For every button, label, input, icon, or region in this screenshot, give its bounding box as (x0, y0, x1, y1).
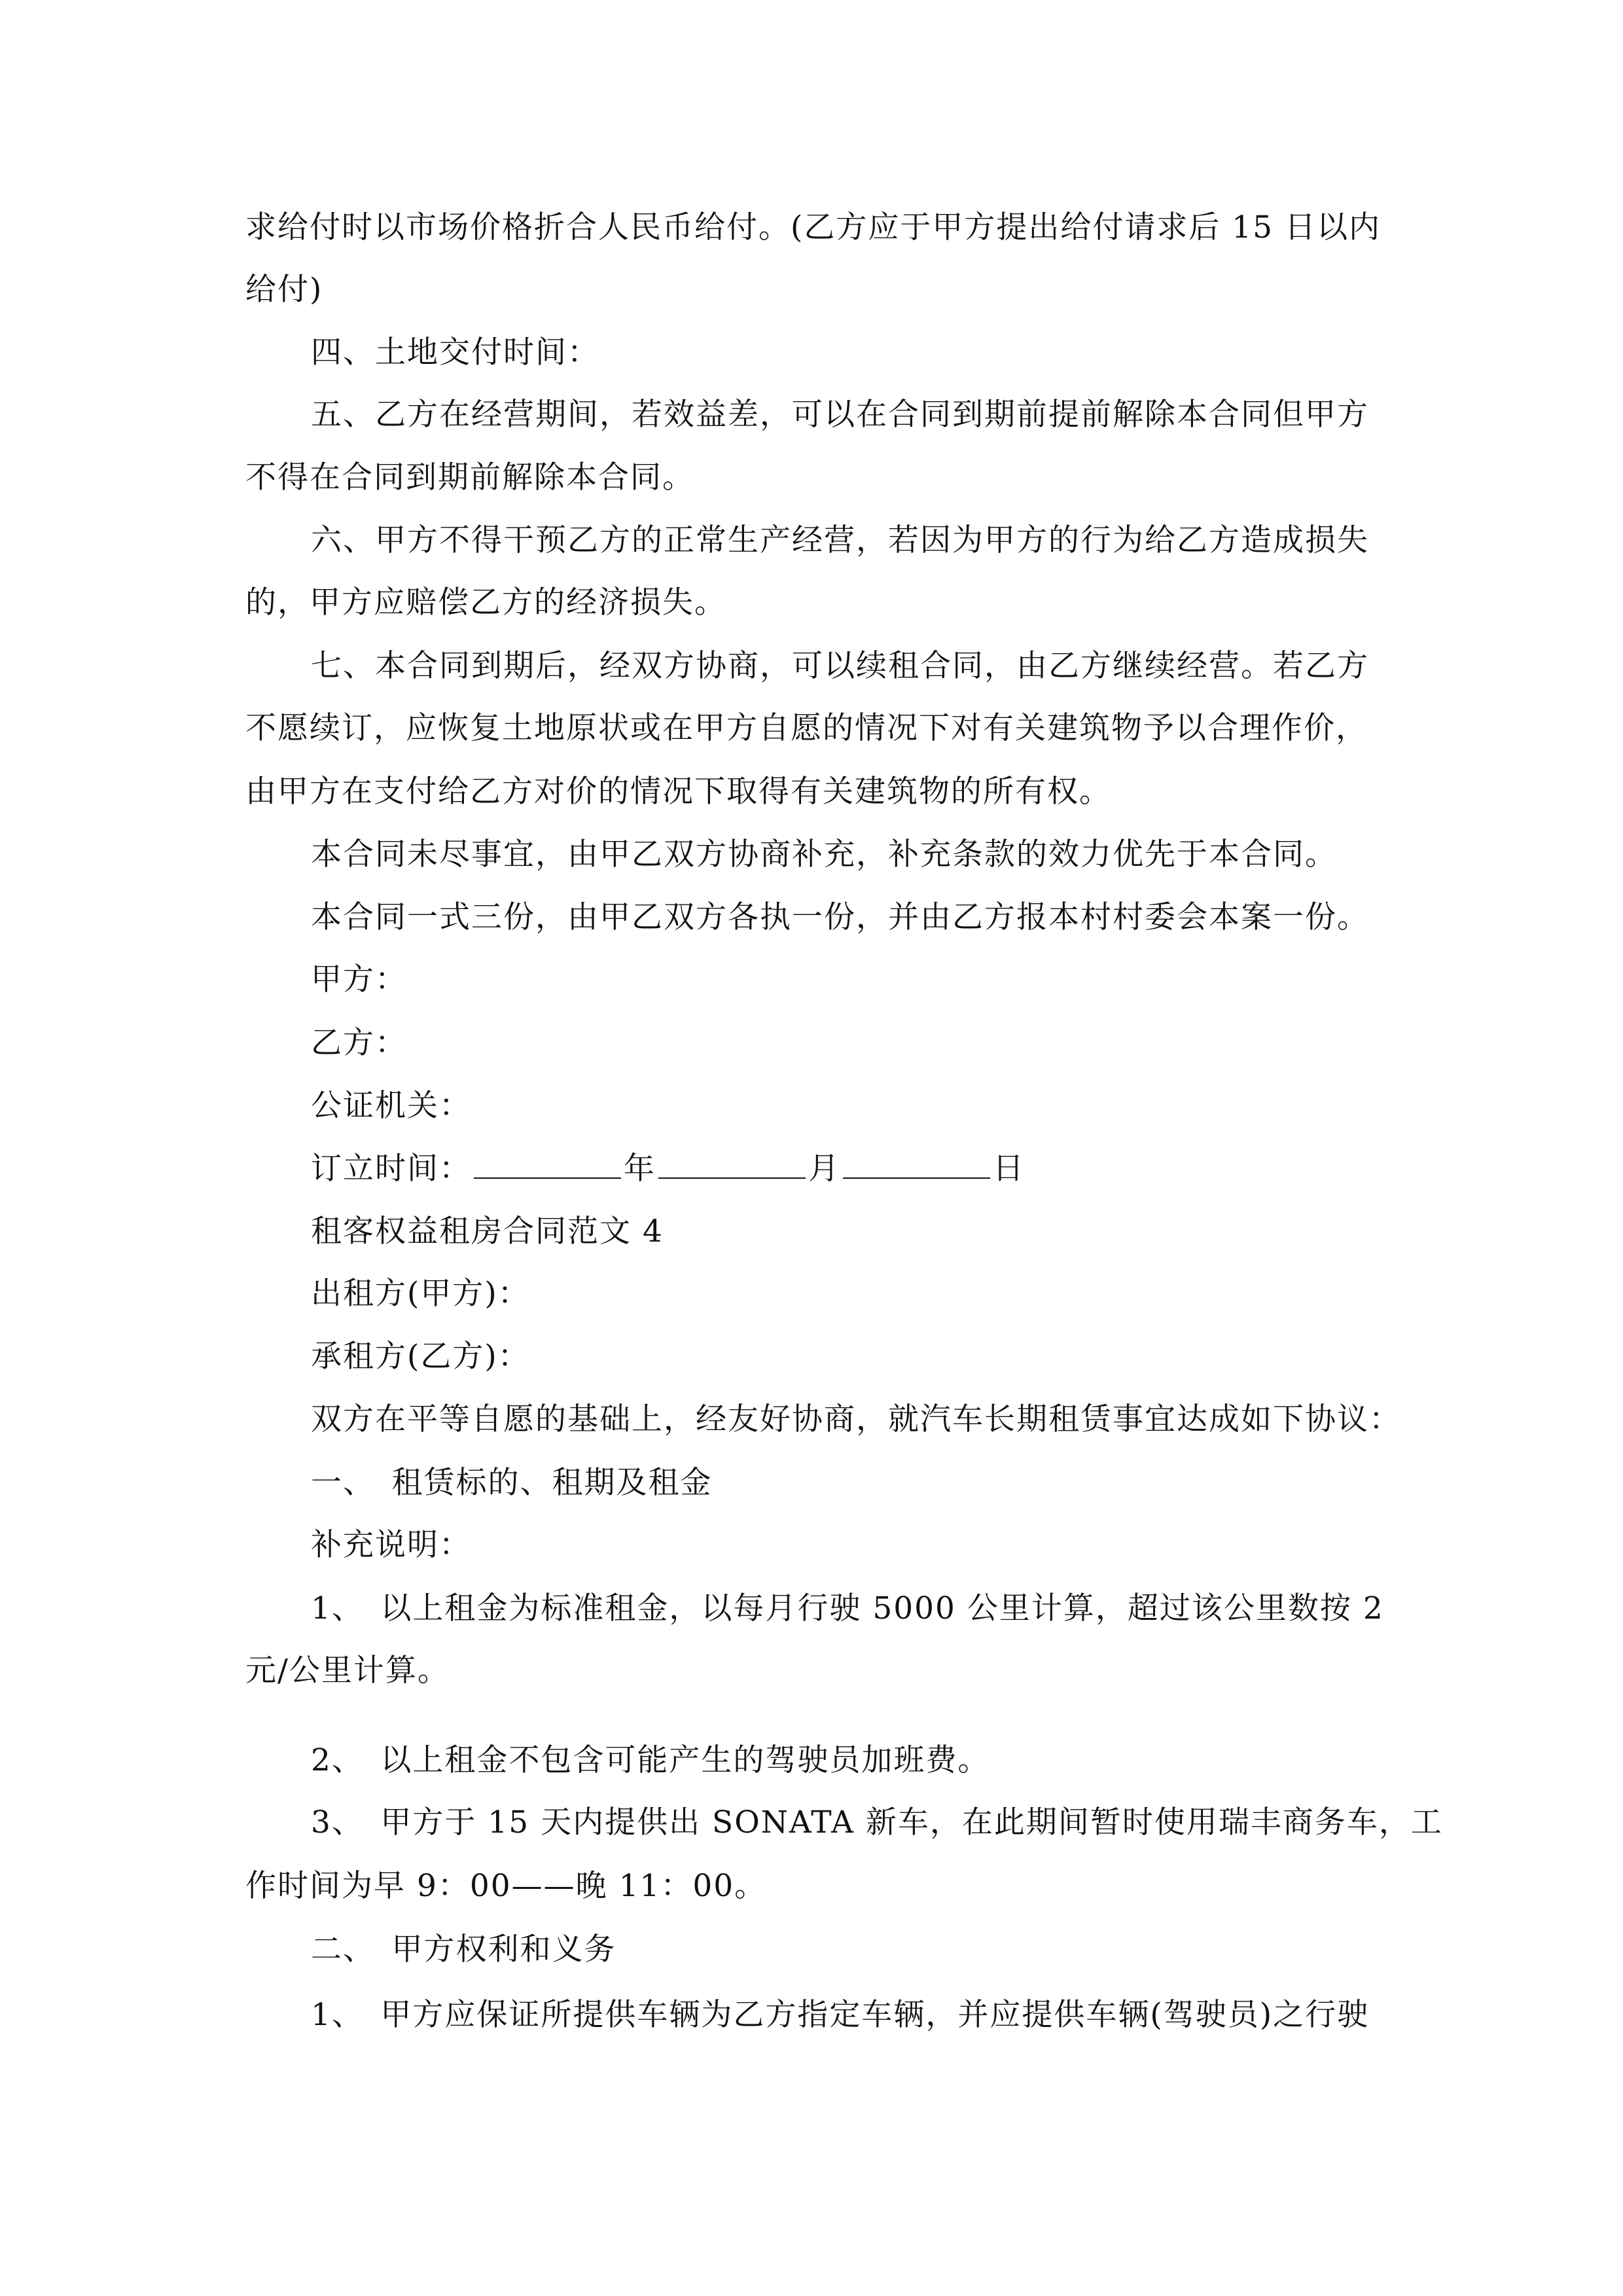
text-line: 由甲方在支付给乙方对价的情况下取得有关建筑物的所有权。 (245, 774, 1111, 810)
text-line: 2、 以上租金不包含可能产生的驾驶员加班费。 (311, 1742, 990, 1778)
text-line: 五、乙方在经营期间，若效益差，可以在合同到期前提前解除本合同但甲方 (311, 397, 1369, 433)
clause-heading: 四、土地交付时间： (311, 334, 599, 370)
text-line: 元/公里计算。 (245, 1653, 450, 1689)
text-line: 六、甲方不得干预乙方的正常生产经营，若因为甲方的行为给乙方造成损失 (311, 522, 1369, 558)
lessor-label: 出租方(甲方)： (311, 1276, 530, 1312)
month-label: 月 (808, 1151, 840, 1187)
signing-date-line (311, 1149, 1025, 1189)
year-blank[interactable] (474, 1151, 621, 1179)
text-line: 补充说明： (311, 1527, 471, 1563)
party-a-label: 甲方： (311, 961, 407, 997)
year-label: 年 (624, 1151, 656, 1187)
text-line: 求给付时以市场价格折合人民币给付。(乙方应于甲方提出给付请求后 15 日以内 (245, 209, 1382, 245)
text-line: 本合同一式三份，由甲乙双方各执一份，并由乙方报本村村委会本案一份。 (311, 899, 1369, 935)
signing-date-label: 订立时间： (311, 1151, 471, 1187)
clause-heading: 一、 租赁标的、租期及租金 (311, 1465, 713, 1501)
month-blank[interactable] (658, 1151, 806, 1179)
day-label: 日 (993, 1151, 1025, 1187)
text-line: 不愿续订，应恢复土地原状或在甲方自愿的情况下对有关建筑物予以合理作价， (245, 710, 1368, 746)
text-line: 七、本合同到期后，经双方协商，可以续租合同，由乙方继续经营。若乙方 (311, 648, 1369, 684)
lessee-label: 承租方(乙方)： (311, 1338, 530, 1374)
text-line: 3、 甲方于 15 天内提供出 SONATA 新车，在此期间暂时使用瑞丰商务车，工 (311, 1804, 1443, 1840)
clause-heading: 二、 甲方权利和义务 (311, 1931, 616, 1967)
text-line: 给付) (245, 272, 323, 308)
section-title: 租客权益租房合同范文 4 (311, 1213, 664, 1249)
text-line: 作时间为早 9：00——晚 11：00。 (245, 1868, 767, 1904)
notary-label: 公证机关： (311, 1088, 471, 1124)
text-line: 1、 以上租金为标准租金，以每月行驶 5000 公里计算，超过该公里数按 2 (311, 1590, 1384, 1626)
party-b-label: 乙方： (311, 1025, 407, 1061)
text-line: 不得在合同到期前解除本合同。 (245, 459, 694, 495)
text-line: 的，甲方应赔偿乙方的经济损失。 (245, 584, 726, 620)
text-line: 本合同未尽事宜，由甲乙双方协商补充，补充条款的效力优先于本合同。 (311, 836, 1337, 872)
text-line: 双方在平等自愿的基础上，经友好协商，就汽车长期租赁事宜达成如下协议： (311, 1401, 1401, 1437)
day-blank[interactable] (843, 1151, 990, 1179)
text-line: 1、 甲方应保证所提供车辆为乙方指定车辆，并应提供车辆(驾驶员)之行驶 (311, 1997, 1370, 2033)
